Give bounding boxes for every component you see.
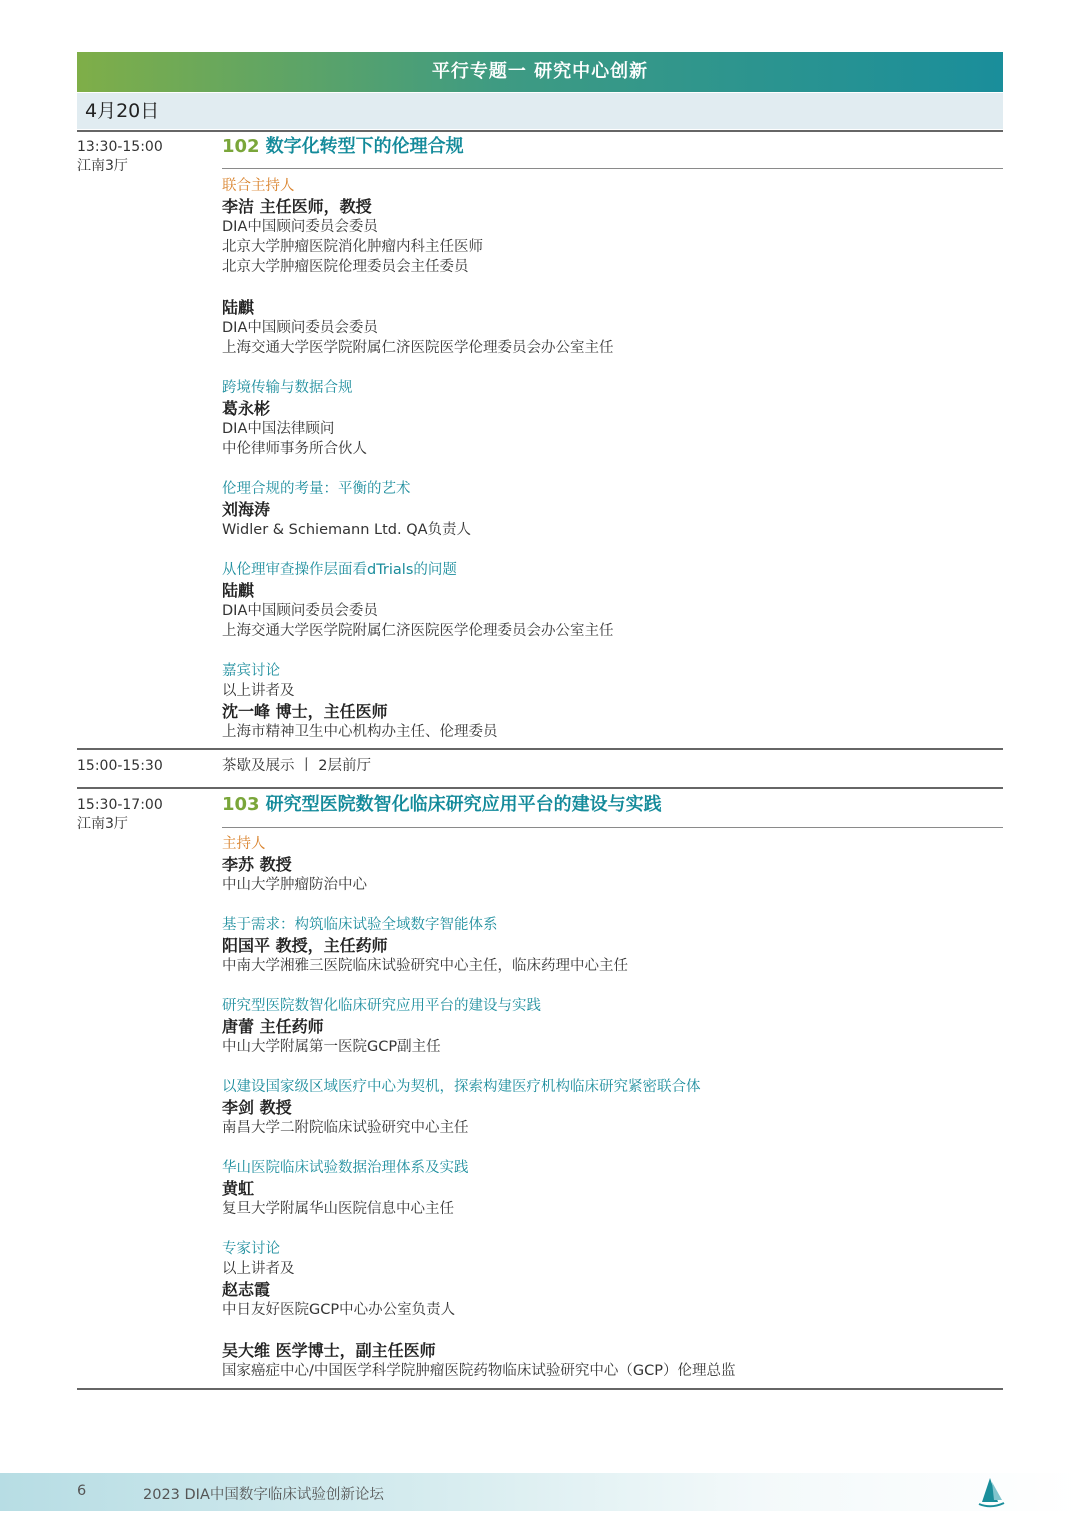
- divider: [77, 130, 1003, 132]
- chair-label: 主持人: [222, 836, 266, 852]
- panel-topic: 嘉宾讨论: [222, 663, 280, 679]
- speaker-affiliation: 复旦大学附属华山医院信息中心主任: [222, 1201, 454, 1217]
- speaker-affiliation: 中伦律师事务所合伙人: [222, 441, 367, 457]
- cochair-label: 联合主持人: [222, 178, 295, 194]
- panel-intro: 以上讲者及: [222, 683, 295, 699]
- speaker-affiliation: 南昌大学二附院临床试验研究中心主任: [222, 1120, 469, 1136]
- speaker-affiliation: 国家癌症中心/中国医学科学院肿瘤医院药物临床试验研究中心（GCP）伦理总监: [222, 1363, 736, 1379]
- speaker-name: 吴大维 医学博士，副主任医师: [222, 1341, 436, 1360]
- session2-number: 103: [222, 794, 260, 815]
- speaker-affiliation: 中山大学附属第一医院GCP副主任: [222, 1039, 441, 1055]
- session2-room: 江南3厅: [77, 816, 128, 832]
- session1-time-block: [77, 138, 163, 176]
- session2-title: [222, 793, 1002, 817]
- talk-topic: 跨境传输与数据合规: [222, 380, 353, 396]
- panel-topic: 专家讨论: [222, 1241, 280, 1257]
- speaker-affiliation: 中南大学湘雅三医院临床试验研究中心主任，临床药理中心主任: [222, 958, 628, 974]
- session1-title-underline: [222, 168, 1003, 169]
- speaker-affiliation: 上海市精神卫生中心机构办主任、伦理委员: [222, 724, 498, 740]
- speaker-name: 赵志霞: [222, 1280, 271, 1299]
- session1-title: [222, 135, 1002, 159]
- speaker-affiliation: 北京大学肿瘤医院伦理委员会主任委员: [222, 259, 469, 275]
- session2-title-text: 研究型医院数智化临床研究应用平台的建设与实践: [265, 794, 662, 815]
- speaker-affiliation: 上海交通大学医学院附属仁济医院医学伦理委员会办公室主任: [222, 623, 614, 639]
- divider: [77, 1388, 1003, 1390]
- talk-topic: 从伦理审查操作层面看dTrials的问题: [222, 562, 457, 578]
- session1-time: 13:30-15:00: [77, 139, 163, 155]
- speaker-name: 葛永彬: [222, 399, 271, 418]
- session1-header: [222, 135, 1002, 159]
- speaker-affiliation: 中山大学肿瘤防治中心: [222, 877, 367, 893]
- speaker-affiliation: DIA中国法律顾问: [222, 421, 335, 437]
- sail-logo-icon: [976, 1476, 1006, 1510]
- talk-topic: 研究型医院数智化临床研究应用平台的建设与实践: [222, 998, 541, 1014]
- speaker-name: 刘海涛: [222, 500, 271, 519]
- speaker-affiliation: DIA中国顾问委员会委员: [222, 603, 378, 619]
- session2-header: [222, 793, 1002, 817]
- divider: [77, 748, 1003, 750]
- session2-time-block: [77, 796, 163, 834]
- speaker-affiliation: DIA中国顾问委员会委员: [222, 219, 378, 235]
- speaker-name: 李洁 主任医师，教授: [222, 197, 372, 216]
- session2-title-underline: [222, 827, 1003, 828]
- session1-number: 102: [222, 136, 260, 157]
- speaker-name: 陆麒: [222, 581, 255, 600]
- divider: [77, 787, 1003, 789]
- talk-topic: 以建设国家级区域医疗中心为契机，探索构建医疗机构临床研究紧密联合体: [222, 1079, 701, 1095]
- speaker-name: 阳国平 教授，主任药师: [222, 936, 388, 955]
- speaker-affiliation: DIA中国顾问委员会委员: [222, 320, 378, 336]
- break-time: 15:00-15:30: [77, 758, 163, 774]
- speaker-name: 黄虹: [222, 1179, 255, 1198]
- break-text: 茶歇及展示 丨 2层前厅: [222, 758, 371, 774]
- session2-body: [222, 834, 1002, 1381]
- speaker-affiliation: 中日友好医院GCP中心办公室负责人: [222, 1302, 456, 1318]
- speaker-affiliation: 上海交通大学医学院附属仁济医院医学伦理委员会办公室主任: [222, 340, 614, 356]
- date-band: [77, 93, 1003, 129]
- footer-title: 2023 DIA中国数字临床试验创新论坛: [143, 1487, 384, 1503]
- page-footer: [0, 1473, 1080, 1511]
- speaker-name: 陆麒: [222, 298, 255, 317]
- session1-body: [222, 176, 1002, 742]
- speaker-name: 李苏 教授: [222, 855, 292, 874]
- speaker-name: 李剑 教授: [222, 1098, 292, 1117]
- session1-room: 江南3厅: [77, 158, 128, 174]
- session2-time: 15:30-17:00: [77, 797, 163, 813]
- date-label: 4月20日: [85, 100, 160, 122]
- session1-title-text: 数字化转型下的伦理合规: [265, 136, 464, 157]
- speaker-affiliation: Widler & Schiemann Ltd. QA负责人: [222, 522, 472, 538]
- page-number: 6: [77, 1483, 87, 1499]
- talk-topic: 伦理合规的考量：平衡的艺术: [222, 481, 411, 497]
- talk-topic: 基于需求：构筑临床试验全域数字智能体系: [222, 917, 498, 933]
- speaker-name: 唐蕾 主任药师: [222, 1017, 324, 1036]
- talk-topic: 华山医院临床试验数据治理体系及实践: [222, 1160, 469, 1176]
- speaker-name: 沈一峰 博士，主任医师: [222, 702, 388, 721]
- section-banner: 平行专题一 研究中心创新: [77, 52, 1003, 92]
- panel-intro: 以上讲者及: [222, 1261, 295, 1277]
- speaker-affiliation: 北京大学肿瘤医院消化肿瘤内科主任医师: [222, 239, 483, 255]
